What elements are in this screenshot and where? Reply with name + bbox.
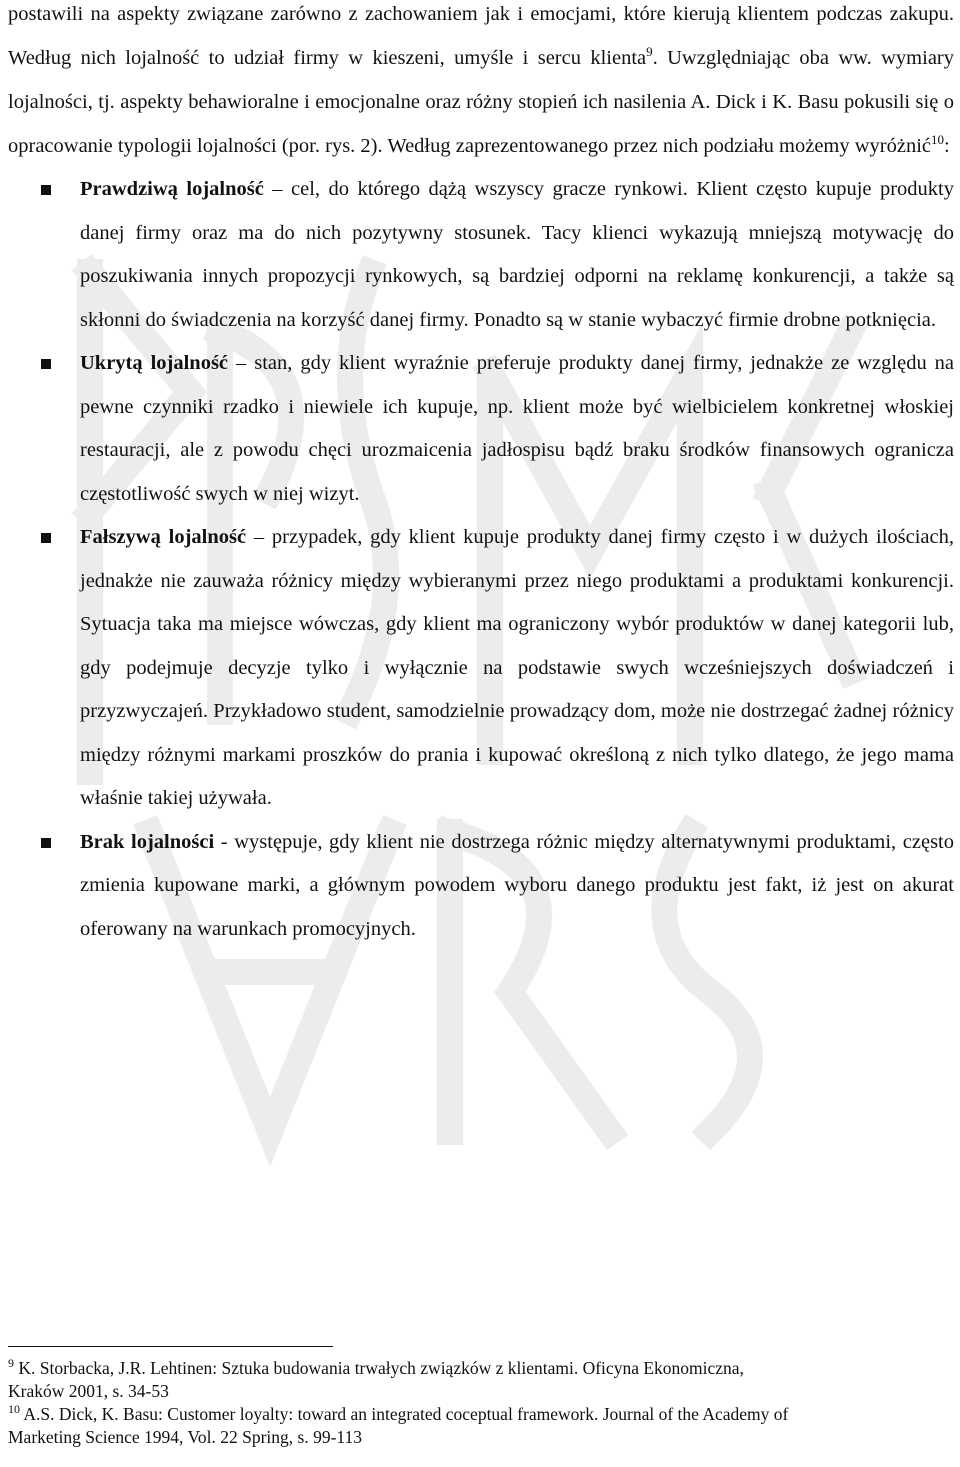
loyalty-types-list	[8, 168, 954, 951]
footnotes	[8, 1346, 948, 1449]
footnote-ref-9: 9	[646, 44, 653, 60]
term-true-loyalty: Prawdziwą lojalność	[80, 178, 264, 200]
term-false-loyalty: Fałszywą lojalność	[80, 526, 247, 548]
list-item-no-loyalty	[8, 821, 954, 952]
item-text-false-loyalty: – przypadek, gdy klient kupuje produkty danej firmy często i w dużych ilościach, jednakże nie zauważa różnicy między wybieranymi przez niego produktami a produktami konkurencji. Sytuacja taka ma miejsce wówczas, gdy klient ma ograniczony wybór produktów w danej kategorii lub, gdy podejmuje decyzje tylko i wyłącznie na podstawie swych wcześniejszych doświadczeń i przyzwyczajeń. Przykładowo student, samodzielnie prowadzący dom, może nie dostrzegać żadnej różnicy między różnymi markami proszków do prania i kupować określoną z nich tylko dlatego, że jego mama właśnie takiej używała.	[80, 526, 955, 809]
footnote-ref-10: 10	[931, 132, 945, 148]
footnote-divider	[8, 1346, 333, 1347]
intro-line-5: (por. rys. 2). Według zaprezentowanego przez nich podziału możemy wyróżnić	[281, 135, 932, 157]
item-text-no-loyalty: - występuje, gdy klient nie dostrzega różnic między alternatywnymi produktami, często zmienia kupowane marki, a głównym powodem wyboru danego produktu jest fakt, iż jest on akurat oferowany na warunkach promocyjnych.	[80, 830, 954, 940]
footnote-text-line-2: Kraków 2001, s. 34-53	[8, 1381, 169, 1401]
term-hidden-loyalty: Ukrytą lojalność	[80, 352, 229, 374]
footnote-number: 9	[8, 1356, 14, 1371]
square-bullet-icon	[41, 838, 51, 848]
footnote-text-line-1: A.S. Dick, K. Basu: Customer loyalty: toward an integrated coceptual framework. Journal of the Academy of	[20, 1404, 789, 1424]
list-item-hidden-loyalty	[8, 342, 954, 516]
intro-line-2: podczas zakupu. Według nich lojalność to udział firmy w kieszeni, umyśle i sercu klienta	[8, 3, 954, 69]
square-bullet-icon	[41, 359, 51, 369]
list-item-false-loyalty	[8, 516, 954, 821]
intro-line-3: Uwzględniając oba ww. wymiary lojalności, tj. aspekty behawioralne i emocjonalne oraz	[8, 47, 954, 113]
list-item-true-loyalty	[8, 168, 954, 342]
item-text-hidden-loyalty: – stan, gdy klient wyraźnie preferuje produkty danej firmy, jednakże ze względu na pewne czynniki rzadko i niewiele ich kupuje, np. klient może być wielbicielem konkretnej włoskiej restauracji, ale z powodu chęci urozmaicenia jadłospisu bądź braku środków finansowych ogranicza częstotliwość swych w niej wizyt.	[80, 352, 954, 505]
intro-line-4: różny stopień ich nasilenia A. Dick i K. Basu pokusili się o opracowanie typologii lojalności	[8, 91, 954, 157]
footnote-9	[8, 1357, 948, 1403]
intro-paragraph	[8, 0, 954, 168]
footnote-text-line-2: Marketing Science 1994, Vol. 22 Spring, s. 99-113	[8, 1427, 363, 1447]
intro-line-2-end: .	[652, 47, 658, 69]
term-no-loyalty: Brak lojalności	[80, 830, 215, 853]
square-bullet-icon	[41, 185, 51, 195]
item-text-true-loyalty: – cel, do którego dążą wszyscy gracze rynkowi. Klient często kupuje produkty danej firmy oraz ma do nich pozytywny stosunek. Tacy klienci wykazują mniejszą motywację do poszukiwania innych propozycji rynkowych, są bardziej odporni na reklamę konkurencji, a także są skłonni do świadczenia na korzyść danej firmy. Ponadto są w stanie wybaczyć firmie drobne potknięcia.	[80, 178, 954, 331]
intro-line-1: postawili na aspekty związane zarówno z zachowaniem jak i emocjami, które kierują klientem	[8, 3, 809, 25]
footnote-10	[8, 1403, 948, 1449]
intro-line-5-end: :	[944, 135, 950, 157]
footnote-number: 10	[8, 1402, 20, 1417]
footnote-text-line-1: K. Storbacka, J.R. Lehtinen: Sztuka budowania trwałych związków z klientami. Oficyna Ekonomiczna,	[14, 1358, 744, 1378]
square-bullet-icon	[41, 533, 51, 543]
